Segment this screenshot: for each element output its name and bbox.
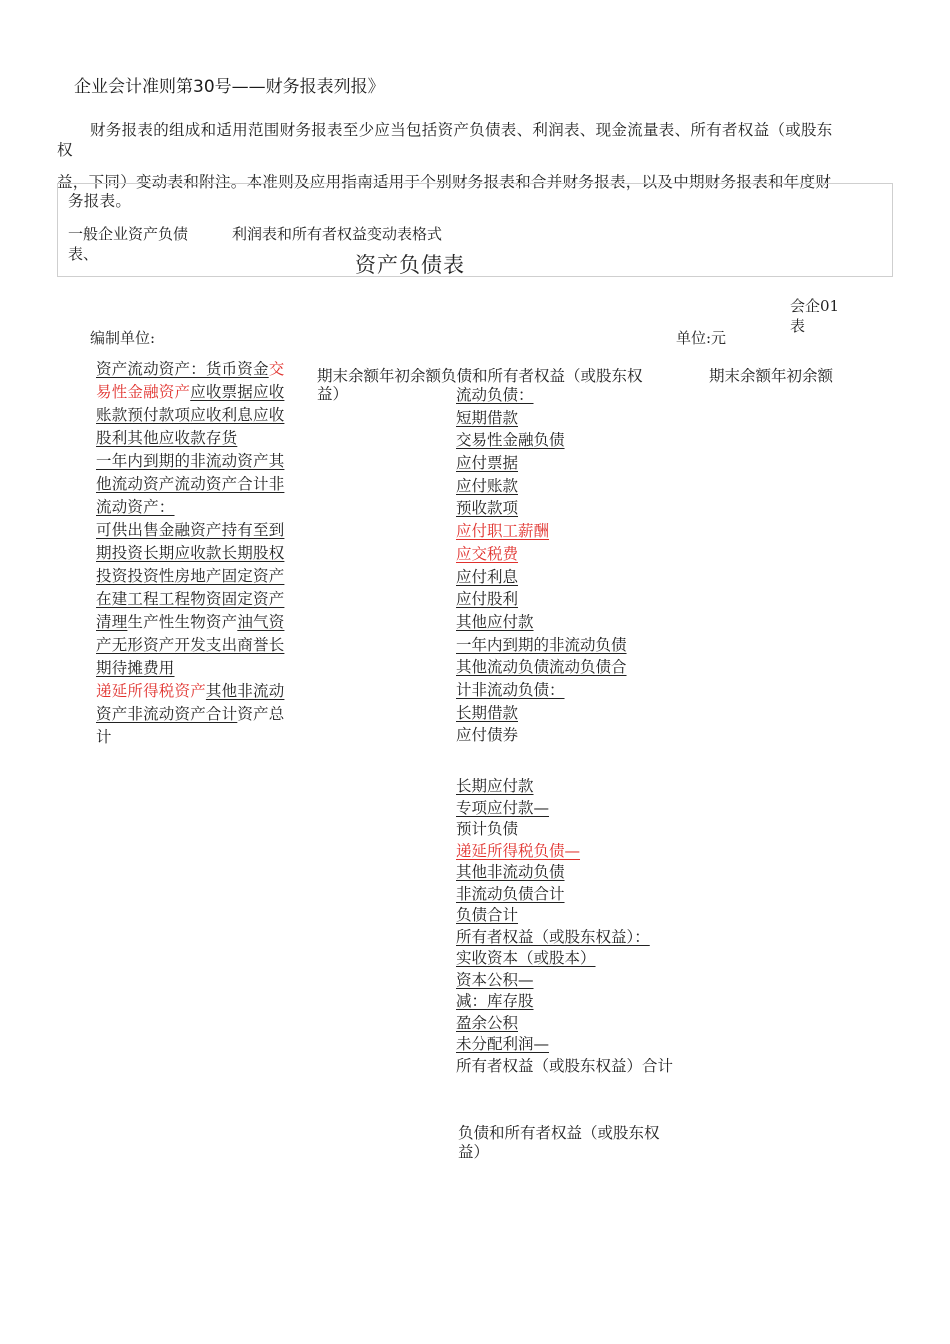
liability-item: 交易性金融负债 bbox=[456, 431, 565, 450]
sheet-title: 资产负债表 bbox=[355, 253, 465, 277]
liability-item: 递延所得税负债— bbox=[456, 841, 581, 860]
liability-item: 短期借款 bbox=[456, 408, 519, 427]
column-header-right: 期末余额年初余额 bbox=[709, 367, 834, 385]
column-header-left-wrap: 益） bbox=[317, 385, 349, 403]
format-label-balance-sheet: 一般企业资产负债 bbox=[68, 225, 189, 243]
liability-item: 专项应付款— bbox=[456, 798, 550, 817]
asset-item: 资产流动资产：货币资金 bbox=[96, 360, 269, 378]
equity-item: 资本公积— bbox=[456, 970, 534, 989]
document-heading: 企业会计准则第30号——财务报表列报》 bbox=[74, 77, 385, 97]
equity-item: 未分配利润— bbox=[456, 1035, 550, 1053]
column-header-left: 期末余额年初余额负债和所有者权益（或股东权 bbox=[317, 367, 643, 385]
grand-total-label: 负债和所有者权益（或股东权 bbox=[458, 1124, 660, 1142]
liability-item: 计非流动负债： bbox=[456, 680, 565, 699]
liability-item: 非流动负债合计 bbox=[456, 884, 565, 903]
liability-item: 预收款项 bbox=[456, 499, 519, 518]
asset-item: 递延所得税资产 bbox=[96, 682, 206, 700]
asset-item: 一年内到期的非流动资产其他流动资产流动资产合计非流动资产： bbox=[96, 452, 285, 516]
format-label-income-equity: 利润表和所有者权益变动表格式 bbox=[232, 225, 443, 243]
liability-item: 应交税费 bbox=[456, 544, 519, 563]
unit-label: 单位:元 bbox=[676, 329, 727, 347]
equity-item: 所有者权益（或股东权益）合计 bbox=[456, 1056, 674, 1075]
current-liabilities-list bbox=[456, 384, 627, 747]
noncurrent-liabilities-list bbox=[456, 776, 673, 1077]
equity-item: 盈余公积 bbox=[456, 1013, 519, 1032]
equity-item: 减：库存股 bbox=[456, 992, 534, 1010]
asset-item: 生产性生物资产 bbox=[127, 613, 238, 631]
asset-item: 油气资产无形资产开发支出商誉长期待摊费用 bbox=[96, 613, 285, 677]
format-label-balance-sheet-wrap: 表、 bbox=[68, 245, 99, 263]
intro-line-3: 务报表。 bbox=[68, 192, 132, 210]
liability-item: 应付账款 bbox=[456, 476, 519, 495]
asset-item: 应收票据应收账款预付款项应收利息应收股利其他应收款存货 bbox=[96, 383, 285, 447]
intro-line-1: 财务报表的组成和适用范围财务报表至少应当包括资产负债表、利润表、现金流量表、所有者权益（或股东 bbox=[90, 121, 833, 139]
intro-line-2: 益，下同）变动表和附注。本准则及应用指南适用于个别财务报表和合并财务报表，以及中期财务报表和年度财 bbox=[57, 173, 832, 191]
liability-item: 其他应付款 bbox=[456, 612, 534, 631]
form-code-wrap: 表 bbox=[790, 317, 806, 335]
form-code: 会企01 bbox=[790, 297, 840, 315]
liability-item: 长期借款 bbox=[456, 703, 519, 722]
liability-item: 其他非流动负债 bbox=[456, 863, 565, 881]
liability-item: 流动负债： bbox=[456, 386, 534, 404]
asset-item: 其他非流动资产非流动资产合计 bbox=[96, 682, 285, 723]
equity-item: 实收资本（或股本） bbox=[456, 949, 596, 967]
liability-item: 应付股利 bbox=[456, 590, 519, 609]
liability-item: 应付职工薪酬 bbox=[456, 522, 550, 541]
liability-item: 负债合计 bbox=[456, 906, 519, 924]
intro-line-1-wrap: 权 bbox=[57, 141, 73, 159]
liability-item: 应付债券 bbox=[456, 726, 519, 745]
liability-item: 预计负债 bbox=[456, 820, 519, 838]
asset-item: 资产总计 bbox=[96, 705, 285, 746]
liability-item: 其他流动负债流动负债合 bbox=[456, 658, 627, 677]
liability-item: 一年内到期的非流动负债 bbox=[456, 635, 627, 654]
grand-total-label-wrap: 益） bbox=[458, 1143, 490, 1161]
liability-item: 应付利息 bbox=[456, 567, 519, 586]
liability-item: 应付票据 bbox=[456, 454, 519, 473]
asset-item: 交易性金融资产 bbox=[96, 360, 285, 401]
liability-item: 长期应付款 bbox=[456, 777, 534, 795]
prepared-by-label: 编制单位: bbox=[90, 329, 156, 347]
assets-column bbox=[96, 358, 286, 749]
equity-item: 所有者权益（或股东权益）： bbox=[456, 927, 650, 946]
asset-item: 可供出售金融资产持有至到期投资长期应收款长期股权投资投资性房地产固定资产在建工程工程物资固定资产清理 bbox=[96, 521, 285, 631]
